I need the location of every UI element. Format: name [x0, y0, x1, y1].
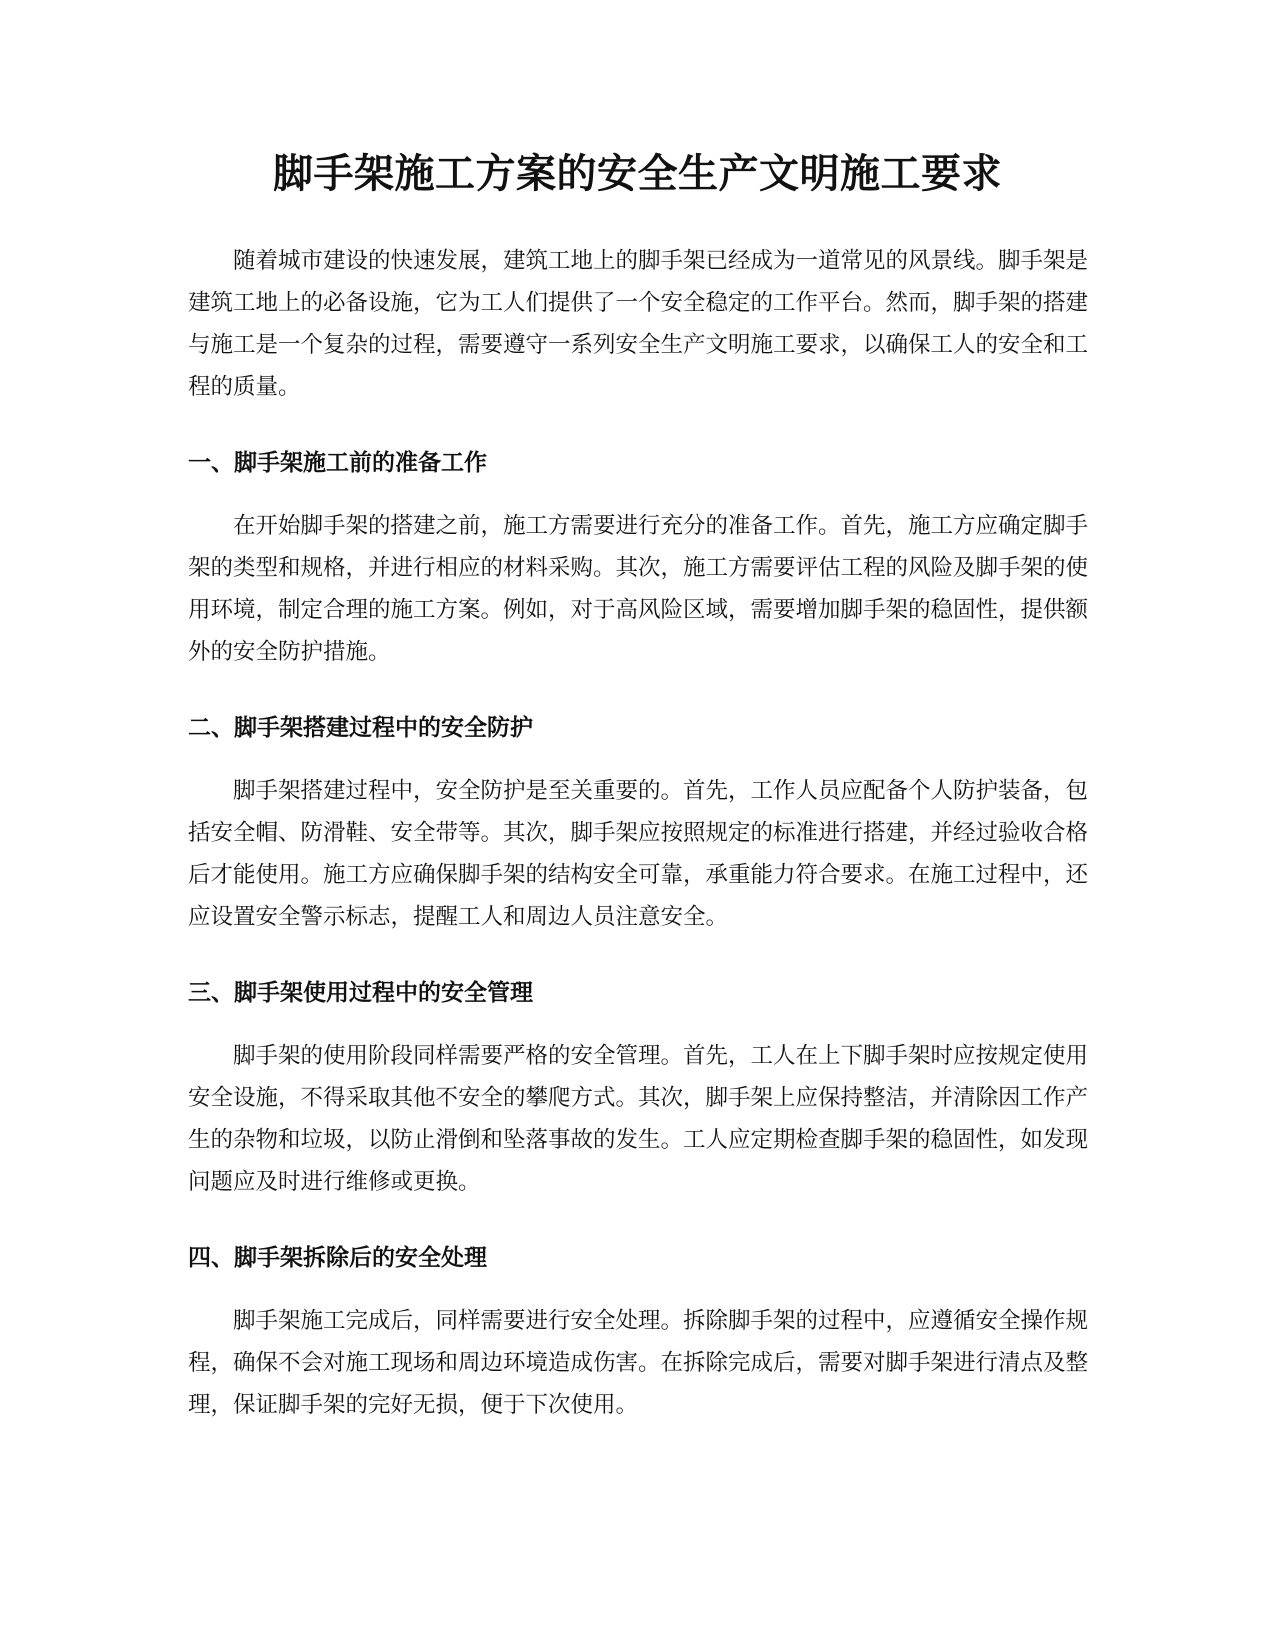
section-heading-4: 四、脚手架拆除后的安全处理: [188, 1245, 487, 1271]
section-paragraph-1: 在开始脚手架的搭建之前，施工方需要进行充分的准备工作。首先，施工方应确定脚手架的类型和规格，并进行相应的材料采购。其次，施工方需要评估工程的风险及脚手架的使用环境，制定合理的施工方案。例如，对于高风险区域，需要增加脚手架的稳固性，提供额外的安全防护措施。: [188, 513, 1089, 665]
document-title: 脚手架施工方案的安全生产文明施工要求: [273, 151, 1002, 197]
section-paragraph-2: 脚手架搭建过程中，安全防护是至关重要的。首先，工作人员应配备个人防护装备，包括安全帽、防滑鞋、安全带等。其次，脚手架应按照规定的标准进行搭建，并经过验收合格后才能使用。施工方应确保脚手架的结构安全可靠，承重能力符合要求。在施工过程中，还应设置安全警示标志，提醒工人和周边人员注意安全。: [188, 778, 1089, 930]
section-paragraph-3: 脚手架的使用阶段同样需要严格的安全管理。首先，工人在上下脚手架时应按规定使用安全设施，不得采取其他不安全的攀爬方式。其次，脚手架上应保持整洁，并清除因工作产生的杂物和垃圾，以防止滑倒和坠落事故的发生。工人应定期检查脚手架的稳固性，如发现问题应及时进行维修或更换。: [188, 1043, 1089, 1195]
section-heading-2: 二、脚手架搭建过程中的安全防护: [188, 715, 533, 741]
section-paragraph-4: 脚手架施工完成后，同样需要进行安全处理。拆除脚手架的过程中，应遵循安全操作规程，确保不会对施工现场和周边环境造成伤害。在拆除完成后，需要对脚手架进行清点及整理，保证脚手架的完好无损，便于下次使用。: [188, 1308, 1089, 1418]
intro-paragraph: 随着城市建设的快速发展，建筑工地上的脚手架已经成为一道常见的风景线。脚手架是建筑工地上的必备设施，它为工人们提供了一个安全稳定的工作平台。然而，脚手架的搭建与施工是一个复杂的过程，需要遵守一系列安全生产文明施工要求，以确保工人的安全和工程的质量。: [188, 248, 1089, 400]
section-heading-1: 一、脚手架施工前的准备工作: [188, 450, 487, 476]
section-heading-3: 三、脚手架使用过程中的安全管理: [188, 980, 533, 1006]
document-body: [188, 240, 1088, 1426]
